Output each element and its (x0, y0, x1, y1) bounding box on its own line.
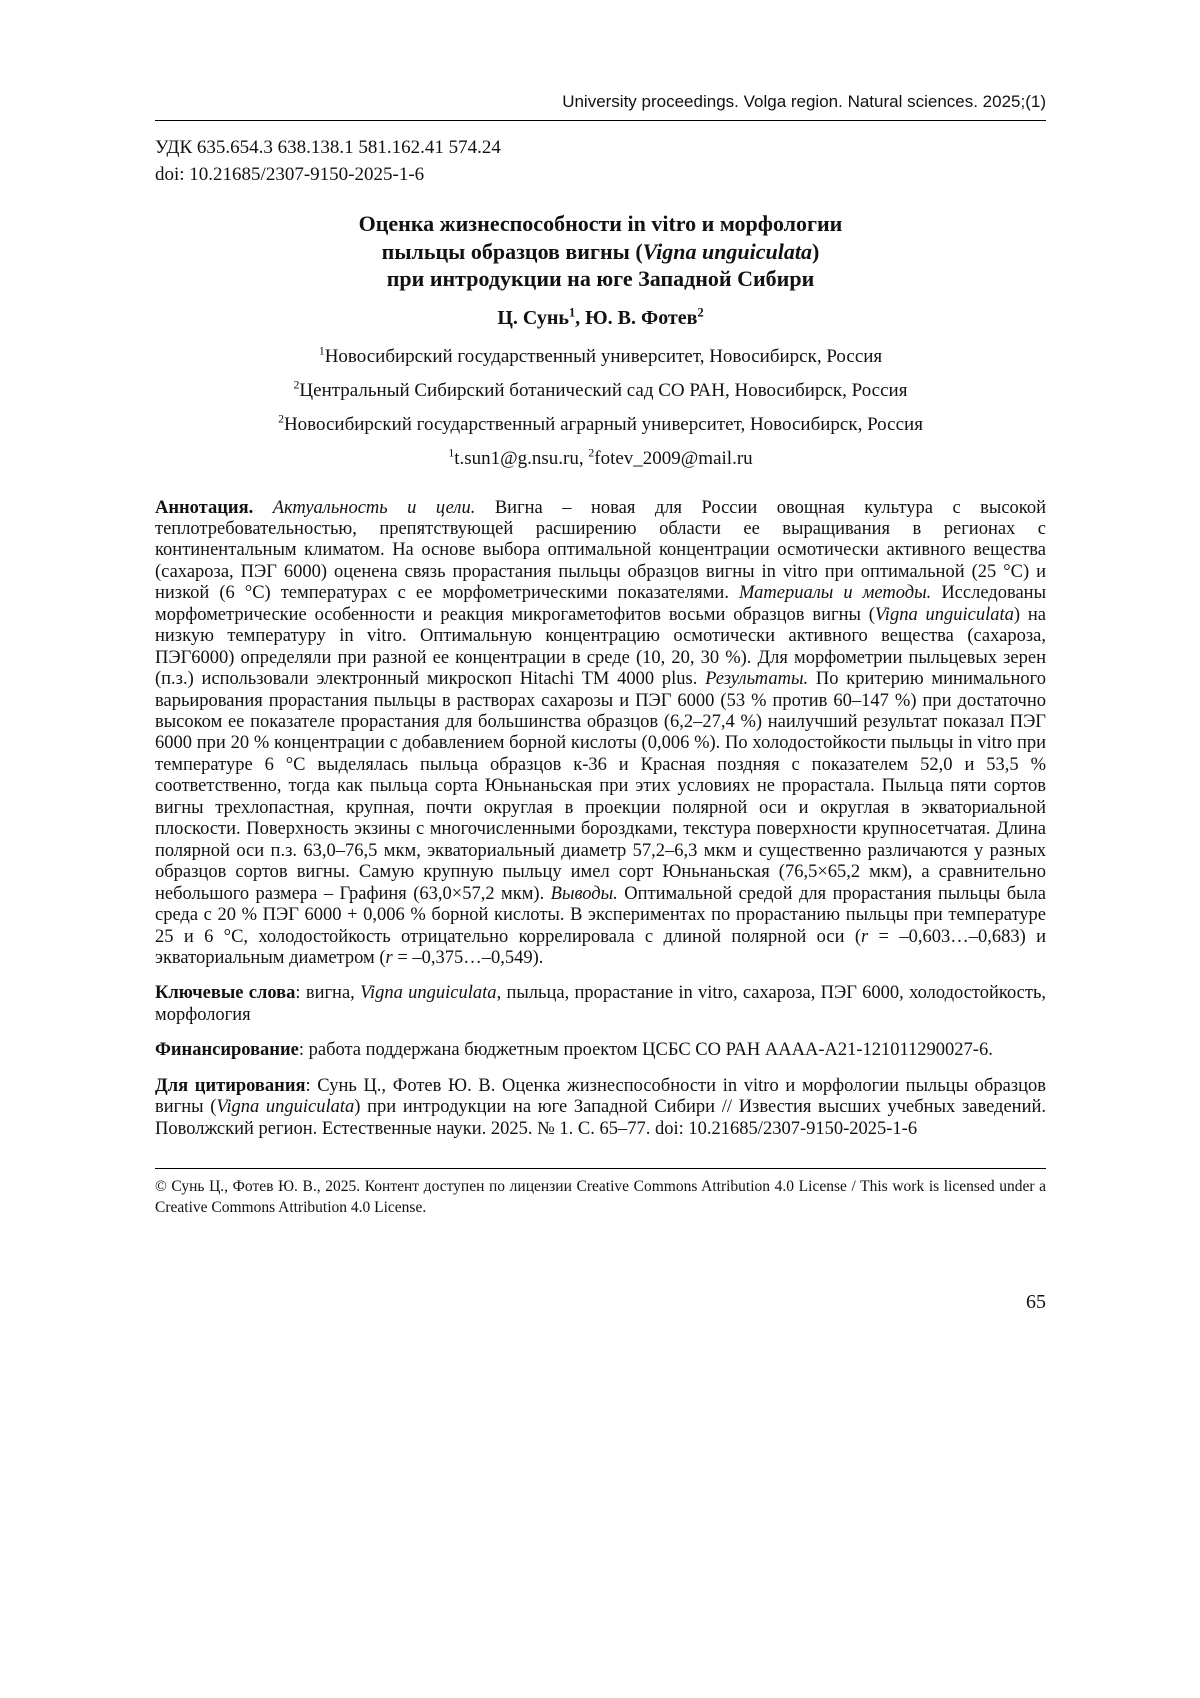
footnote-area (155, 1168, 1046, 1219)
article-title (155, 210, 1046, 293)
page-number: 65 (1026, 1291, 1046, 1314)
citation-paragraph: Для цитирования: Сунь Ц., Фотев Ю. В. Оценка жизнеспособности in vitro и морфологии пыльцы образцов вигны (Vigna unguiculata) при интродукции на юге Западной Сибири // Известия высших учебных заведений. Поволжский регион. Естественные науки. 2025. № 1. С. 65–77. doi: 10.21685/2307-9150-2025-1-6 (155, 1075, 1047, 1139)
affiliation-line: $^2$Центральный Сибирский ботанический сад СО РАН, Новосибирск, Россия (293, 378, 908, 401)
affiliation-line: $^2$Новосибирский государственный аграрный университет, Новосибирск, Россия (278, 412, 923, 435)
copyright-text: © Сунь Ц., Фотев Ю. В., 2025. Контент доступен по лицензии Creative Commons Attribution 4.0 License / This work is licensed under a Creative Commons Attribution 4.0 License. (155, 1178, 1046, 1217)
keywords-paragraph: Ключевые слова: вигна, Vigna unguiculata, пыльца, прорастание in vitro, сахароза, ПЭГ 6000, холодостойкость, морфология (155, 983, 1047, 1025)
article-title-line: при интродукции на юге Западной Сибири (386, 266, 815, 291)
journal-running-head-text: University proceedings. Volga region. Natural sciences. 2025;(1) (562, 92, 1046, 111)
abstract-paragraph: Аннотация. Актуальность и цели. Вигна – новая для России овощная культура с высокой теплотребовательностью, препятствующей расширению области ее выращивания в регионах с континентальным климатом. На основе выбора оптимальной концентрации осмотически активного вещества (сахароза, ПЭГ 6000) оценена связь прорастания пыльцы образцов вигны in vitro при оптимальной (25 °C) и низкой (6 °C) температурах с ее морфометрическими показателями. Материалы и методы. Исследованы морфометрические особенности и реакция микрогаметофитов восьми образцов вигны (Vigna unguiculata) на низкую температуру in vitro. Оптимальную концентрацию осмотически активного вещества (сахароза, ПЭГ6000) определяли при разной ее концентрации в среде (10, 20, 30 %). Для морфометрии пыльцевых зерен (п.з.) использовали электронный микроскоп Hitachi TM 4000 plus. Результаты. По критерию минимального варьирования прорастания пыльцы в растворах сахарозы и ПЭГ 6000 (53 % против 60–147 %) при достаточно высоком ее показателе прорастания для большинства образцов (6,2–27,4 %) наилучший результат показал ПЭГ 6000 при 20 % концентрации с добавлением борной кислоты (0,006 %). По холодостойкости пыльцы in vitro при температуре 6 °C выделялась пыльца образцов к-36 и Красная поздняя с показателем 52,0 и 53,5 % соответственно, тогда как пыльца сорта Юньнаньская при этих условиях не прорастала. Пыльца пяти сортов вигны трехлопастная, крупная, почти округлая в проекции полярной оси и округлая в экваториальной плоскости. Поверхность экзины с многочисленными бороздками, текстура поверхности крупносетчатая. Длина полярной оси п.з. 63,0–76,5 мкм, экваториальный диаметр 57,2–6,3 мкм и существенно различаются у разных образцов сортов вигны. Самую крупную пыльцу имел сорт Юньнаньская (76,5×65,2 мкм), а сравнительно небольшого размера – Графиня (63,0×57,2 мкм). Выводы. Оптимальной средой для прорастания пыльцы была среда с 20 % ПЭГ 6000 + 0,006 % борной кислоты. В экспериментах по прорастанию пыльцы при температуре 25 и 6 °C, холодостойкость отрицательно коррелировала с длиной полярной оси (r = –0,603…–0,683) и экваториальным диаметром (r = –0,375…–0,549). (155, 497, 1046, 969)
authors-line: Ц. Сунь$^1$, Ю. В. Фотев$^2$ (497, 304, 704, 329)
funding-paragraph: Финансирование: работа поддержана бюджетным проектом ЦСБС СО РАН АААА-А21-121011290027-6. (155, 1040, 993, 1061)
authors-emails-line: $^1$t.sun1@g.nsu.ru, $^2$fotev_2009@mail.ru (448, 446, 753, 469)
article-title-line: Оценка жизнеспособности in vitro и морфологии (358, 211, 843, 236)
article-title-line: пыльцы образцов вигны (Vigna unguiculata) (381, 238, 820, 264)
udc-line: УДК 635.654.3 638.138.1 581.162.41 574.24 (155, 137, 501, 158)
journal-running-head (155, 92, 1046, 121)
doi-line: doi: 10.21685/2307-9150-2025-1-6 (155, 164, 425, 185)
affiliation-line: $^1$Новосибирский государственный университет, Новосибирск, Россия (318, 344, 883, 367)
